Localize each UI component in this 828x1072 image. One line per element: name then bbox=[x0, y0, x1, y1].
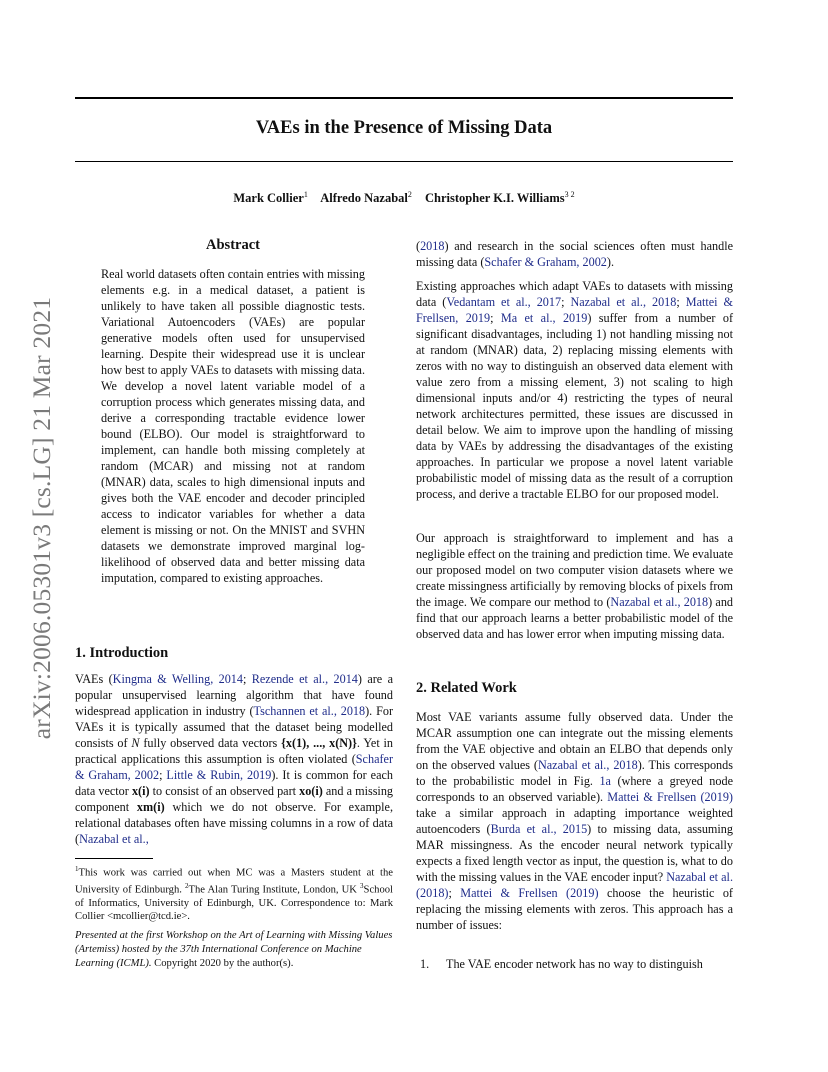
citation-link[interactable]: Mattei & Frellsen (2019) bbox=[607, 790, 733, 804]
citation-link[interactable]: Rezende et al., 2014 bbox=[251, 672, 358, 686]
list-item-text: The VAE encoder network has no way to distinguish bbox=[446, 957, 703, 971]
introduction-heading: 1. Introduction bbox=[75, 645, 169, 661]
citation-link[interactable]: Nazabal et al. (2018) bbox=[416, 870, 733, 900]
workshop-note: Presented at the first Workshop on the Art of Learning with Missing Values (Artemiss) hosted by the 37th International Conference on Machine Learning (ICML). Copyright 2020 by the author(s). bbox=[75, 930, 393, 969]
math-x-i: x(i) bbox=[131, 784, 150, 798]
citation-link[interactable]: Ma et al., 2019 bbox=[500, 311, 588, 325]
abstract-heading: Abstract bbox=[206, 237, 260, 253]
math-N: N bbox=[131, 736, 140, 750]
math-x-missing: xm(i) bbox=[136, 800, 165, 814]
citation-link[interactable]: Kingma & Welling, 2014 bbox=[112, 672, 243, 686]
citation-link[interactable]: Nazabal et al., 2018 bbox=[570, 295, 677, 309]
citation-link[interactable]: Vedantam et al., 2017 bbox=[446, 295, 562, 309]
title-rule-top bbox=[75, 97, 733, 99]
author-name: Christopher K.I. Williams bbox=[425, 191, 565, 206]
author-name: Mark Collier bbox=[233, 191, 304, 206]
figure-link[interactable]: 1a bbox=[599, 774, 611, 788]
abstract-text: Real world datasets often contain entries with missing elements e.g. in a medical dataset, a patient is unlikely to have taken all possible diagnostic tests. Variational Autoencoders (VAEs) are popular generative models often used for unsupervised learning. Despite their widespread use it is unclear how best to apply VAEs to datasets with missing data. We develop a novel latent variable model of a corruption process which generates missing data, and derive a corresponding tractable evidence lower bound (ELBO). Our model is straightforward to implement, can handle both missing completely at random (MCAR) and missing not at random (MNAR) data, scales to high dimensional inputs and gives both the VAE encoder and decoder principled access to indicator variables for whether a data element is missing or not. On the MNIST and SVHN datasets we demonstrate improved marginal log-likelihood of observed data and better missing data imputation, compared to existing approaches. bbox=[101, 267, 365, 585]
footnote-rule bbox=[75, 858, 153, 859]
related-work-heading: 2. Related Work bbox=[416, 680, 517, 696]
right-paragraph-1: (2018) and research in the social sciences often must handle missing data (Schafer & Graham, 2002). bbox=[416, 239, 733, 269]
introduction-paragraph: VAEs (Kingma & Welling, 2014; Rezende et al., 2014) are a popular unsupervised learning algorithm that have found widespread application in industry (Tschannen et al., 2018). For VAEs it is typically assumed that the dataset being modelled consists of N fully observed data vectors {x(1), ..., x(N)}. Yet in practical applications this assumption is often violated (Schafer & Graham, 2002; Little & Rubin, 2019). It is common for each data vector x(i) to consist of an observed part xo(i) and a missing component xm(i) which we do not observe. For example, relational databases often have missing columns in a row of data (Nazabal et al., bbox=[75, 672, 394, 846]
citation-link[interactable]: Mattei & Frellsen, 2019 bbox=[416, 295, 734, 325]
math-dataset-set: {x(1), ..., x(N)} bbox=[281, 736, 357, 750]
citation-link[interactable]: Tschannen et al., 2018 bbox=[253, 704, 366, 718]
paper-title: VAEs in the Presence of Missing Data bbox=[255, 118, 553, 138]
citation-link[interactable]: 2018 bbox=[420, 239, 445, 253]
citation-link[interactable]: Nazabal et al., bbox=[79, 832, 149, 846]
abstract-body bbox=[101, 266, 365, 586]
math-x-observed: xo(i) bbox=[299, 784, 323, 798]
citation-link[interactable]: Burda et al., 2015 bbox=[490, 822, 588, 836]
author-affiliation: 1 bbox=[303, 190, 308, 199]
list-item bbox=[416, 956, 733, 972]
right-paragraph-3: Our approach is straightforward to implement and has a negligible effect on the training and prediction time. We evaluate our proposed model on two computer vision datasets where we create missingness artificially by removing blocks of pixels from the image. We compare our method to (Nazabal et al., 2018) and find that our approach learns a better probabilistic model of the observed data and has lower error when imputing missing data. bbox=[416, 531, 734, 641]
citation-link[interactable]: Schafer & Graham, 2002 bbox=[484, 255, 607, 269]
citation-link[interactable]: Little & Rubin, 2019 bbox=[166, 768, 272, 782]
citation-link[interactable]: Nazabal et al., 2018 bbox=[610, 595, 709, 609]
citation-link[interactable]: Nazabal et al., 2018 bbox=[537, 758, 638, 772]
author-affiliation: 3 2 bbox=[564, 190, 575, 199]
list-item-number: 1. bbox=[420, 957, 430, 971]
author-name: Alfredo Nazabal bbox=[320, 191, 408, 206]
author-affiliation: 2 bbox=[407, 190, 412, 199]
footnote: $^1$This work was carried out when MC was a Masters student at the University of Edinburgh. $^2$The Alan Turing Institute, London, UK $^3$School of Informatics, University of Edinburgh, UK. Correspondence to: Mark Collier <mcollier@tcd.ie>. bbox=[75, 865, 393, 922]
author-list bbox=[75, 190, 733, 206]
citation-link[interactable]: Schafer & Graham, 2002 bbox=[75, 752, 393, 782]
right-paragraph-2: Existing approaches which adapt VAEs to datasets with missing data (Vedantam et al., 2017; Nazabal et al., 2018; Mattei & Frellsen, 2019; Ma et al., 2019) suffer from a number of significant disadvantages, including 1) not handling missing not at random (MNAR) data, 2) replacing missing elements with zeros with no way to distinguish an observed data element with value zero from a missing element, 3) not scaling to high dimensional inputs and/or 4) restricting the types of neural network architectures permitted, these issues are discussed in detail below. We aim to improve upon the handling of missing data by VAEs by addressing the disadvantages of the existing approaches. In particular we propose a novel latent variable probabilistic model of missing data as the result of a corruption process, and derive a tractable ELBO for our proposed model. bbox=[416, 279, 734, 501]
right-paragraph-4: Most VAE variants assume fully observed data. Under the MCAR assumption one can integrate out the missing elements from the VAE objective and obtain an ELBO that depends only on the observed values (Nazabal et al., 2018). This corresponds to the probabilistic model in Fig. 1a (where a greyed node corresponds to an observed variable). Mattei & Frellsen (2019) take a similar approach in adapting importance weighted autoencoders (Burda et al., 2015) to missing data, assuming MAR missingness. As the encoder neural network typically expects a fixed length vector as input, the question is, what to do with the missing values in the VAE encoder input? Nazabal et al. (2018); Mattei & Frellsen (2019) choose the heuristic of replacing the missing elements with zeros. This approach has a number of issues: bbox=[416, 710, 733, 932]
citation-link[interactable]: Mattei & Frellsen (2019) bbox=[460, 886, 599, 900]
introduction-body bbox=[75, 671, 393, 847]
arxiv-stamp: arXiv:2006.05301v3 [cs.LG] 21 Mar 2021 bbox=[27, 296, 56, 740]
title-rule-bottom bbox=[75, 161, 733, 162]
